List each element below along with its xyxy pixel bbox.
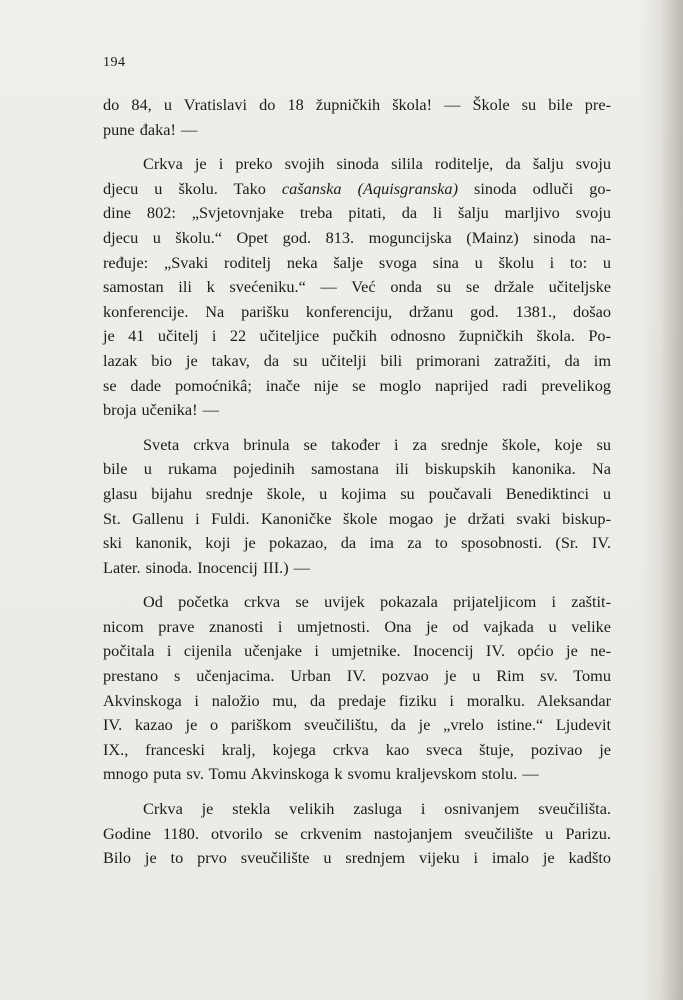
text-line: broja učenika! — [103, 400, 219, 420]
text-line: IV. kazao je o pariškom sveučilištu, da je „vrelo istine.“ Ljudevit [103, 715, 611, 735]
text-span: sinoda odluči go- [474, 178, 611, 198]
text-line: Akvinskoga i naložio mu, da predaje fiziku i moralku. Aleksandar [103, 690, 611, 710]
text-span: djecu u školu. Tako [103, 178, 266, 198]
text-line: konferencije. Na parišku konferenciju, držanu god. 1381., došao [103, 301, 611, 321]
text-line: Sveta crkva brinula se također i za srednje škole, koje su [143, 434, 611, 454]
text-line: lazak bio je takav, da su učitelji bili primorani zatražiti, da im [103, 350, 611, 370]
text-line: samostan ili k svećeniku.“ — Već onda su se držale učiteljske [103, 277, 611, 297]
text-line: prestano s učenjacima. Urban IV. pozvao je u Rim sv. Tomu [103, 666, 611, 686]
body-text [103, 93, 611, 871]
text-line: glasu bijahu srednje škole, u kojima su poučavali Benediktinci u [103, 483, 611, 503]
text-line: se dade pomoćnikâ; inače nije se moglo naprijed radi prevelikog [103, 375, 611, 395]
text-line: Bilo je to prvo sveučilište u srednjem vijeku i imalo je kadšto [103, 848, 611, 868]
text-line: je 41 učitelj i 22 učiteljice pučkih odnosno župničkih škola. Po- [103, 326, 611, 346]
text-line: Later. sinoda. Inocencij III.) — [103, 557, 310, 577]
text-line: djecu u školu.“ Opet god. 813. moguncijska (Mainz) sinoda na- [103, 227, 611, 247]
text-line: ski kanonik, koji je pokazao, da ima za to sposobnosti. (Sr. IV. [103, 533, 611, 553]
text-line: Od početka crkva se uvijek pokazala prijateljicom i zaštit- [143, 592, 611, 612]
text-line: nicom prave znanosti i umjetnosti. Ona je od vajkada u velike [103, 616, 611, 636]
text-line: dine 802: „Svjetovnjake treba pitati, da li šalju marljivo svoju [103, 203, 611, 223]
text-line: pune đaka! — [103, 119, 198, 139]
text-line: do 84, u Vratislavi do 18 župničkih škola! — Škole su bile pre- [103, 95, 611, 114]
text-line: Crkva je stekla velikih zasluga i osnivanjem sveučilišta. [143, 799, 611, 819]
text-line: Godine 1180. otvorilo se crkvenim nastojanjem sveučilište u Parizu. [103, 823, 611, 843]
text-line: IX., franceski kralj, kojega crkva kao sveca štuje, pozivao je [103, 739, 611, 759]
text-line [103, 177, 611, 202]
text-line: mnogo puta sv. Tomu Akvinskoga k svomu kraljevskom stolu. — [103, 764, 539, 784]
text-line: Crkva je i preko svojih sinoda silila roditelje, da šalju svoju [143, 154, 611, 174]
text-line: bile u rukama pojedinih samostana ili biskupskih kanonika. Na [103, 459, 611, 479]
page-number: 194 [103, 55, 126, 70]
text-line: ređuje: „Svaki roditelj neka šalje svoga sina u školu i to: u [103, 252, 611, 272]
text-line: St. Gallenu i Fuldi. Kanoničke škole mogao je držati svaki biskup- [103, 508, 611, 528]
italic-term: cašanska (Aquisgranska) [281, 178, 458, 198]
text-line: počitala i cijenila učenjake i umjetnike. Inocencij IV. općio je ne- [103, 641, 611, 661]
